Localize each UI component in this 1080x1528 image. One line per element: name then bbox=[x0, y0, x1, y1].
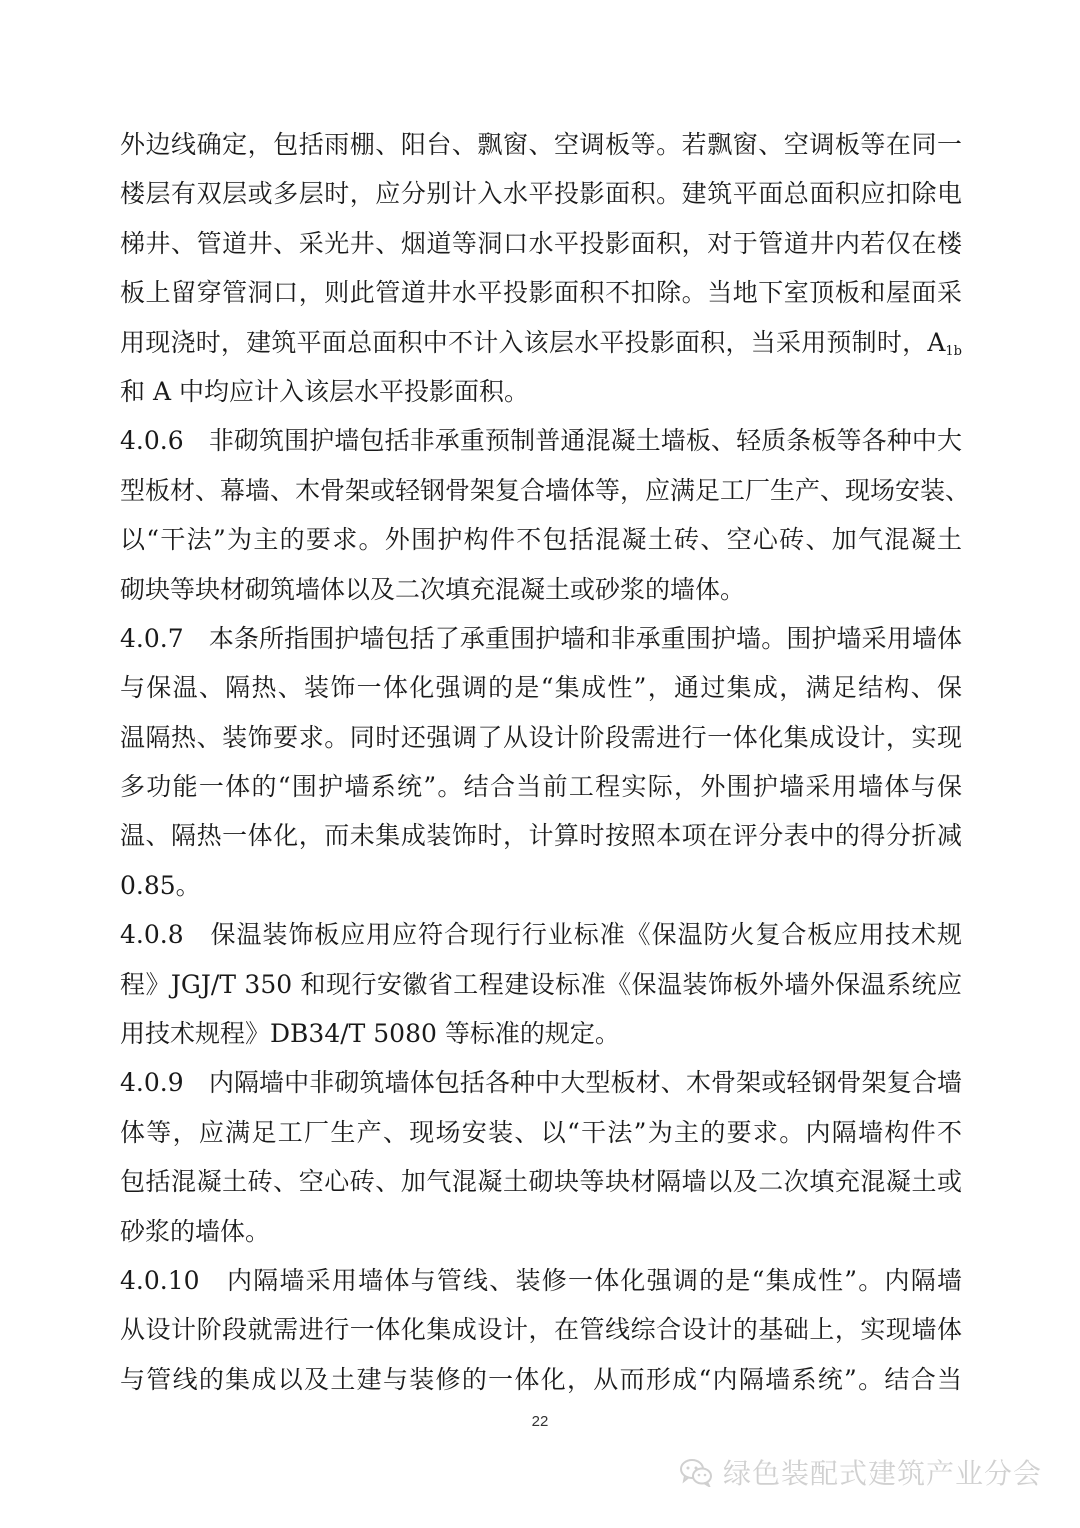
text-line: 以“干法”为主的要求。外围护构件不包括混凝土砖、空心砖、加气混凝土 bbox=[120, 525, 962, 555]
text-line: 0.85。 bbox=[120, 870, 201, 900]
watermark bbox=[679, 1452, 1042, 1492]
wechat-icon bbox=[679, 1457, 713, 1487]
text-line: 外边线确定，包括雨棚、阳台、飘窗、空调板等。若飘窗、空调板等在同一 bbox=[120, 130, 962, 159]
text-line: 砌块等块材砌筑墙体以及二次填充混凝土或砂浆的墙体。 bbox=[120, 574, 746, 604]
text-line: 与保温、隔热、装饰一体化强调的是“集成性”，通过集成，满足结构、保 bbox=[120, 673, 962, 703]
text-line: 温、隔热一体化，而未集成装饰时，计算时按照本项在评分表中的得分折减 bbox=[120, 821, 962, 851]
text-line-main: 用现浇时，建筑平面总面积中不计入该层水平投影面积，当采用预制时，A bbox=[120, 327, 946, 357]
watermark-text: 绿色装配式建筑产业分会 bbox=[722, 1457, 1042, 1490]
text-line: 用技术规程》DB34/T 5080 等标准的规定。 bbox=[120, 1019, 620, 1049]
text-line: 与管线的集成以及土建与装修的一体化，从而形成“内隔墙系统”。结合当 bbox=[120, 1364, 962, 1394]
text-line: 多功能一体的“围护墙系统”。结合当前工程实际，外围护墙采用墙体与保 bbox=[120, 772, 962, 802]
clause-4-0-8-line: 4.0.8 保温装饰板应用应符合现行行业标准《保温防火复合板应用技术规 bbox=[120, 920, 962, 950]
text-line: 型板材、幕墙、木骨架或轻钢骨架复合墙体等，应满足工厂生产、现场安装、 bbox=[120, 475, 971, 505]
clause-4-0-7-line: 4.0.7 本条所指围护墙包括了承重围护墙和非承重围护墙。围护墙采用墙体 bbox=[120, 623, 962, 653]
text-line: 程》JGJ/T 350 和现行安徽省工程建设标准《保温装饰板外墙外保温系统应 bbox=[120, 969, 962, 999]
page-number: 22 bbox=[531, 1413, 549, 1430]
text-line: 体等，应满足工厂生产、现场安装、以“干法”为主的要求。内隔墙构件不 bbox=[120, 1117, 962, 1147]
text-line: 楼层有双层或多层时，应分别计入水平投影面积。建筑平面总面积应扣除电 bbox=[120, 179, 962, 209]
text-line-with-subscript bbox=[120, 318, 962, 367]
clause-4-0-6-line: 4.0.6 非砌筑围护墙包括非承重预制普通混凝土墙板、轻质条板等各种中大 bbox=[120, 426, 962, 456]
text-line: 和 A 中均应计入该层水平投影面积。 bbox=[120, 376, 529, 406]
text-line: 梯井、管道井、采光井、烟道等洞口水平投影面积，对于管道井内若仅在楼 bbox=[120, 228, 962, 258]
text-line: 包括混凝土砖、空心砖、加气混凝土砌块等块材隔墙以及二次填充混凝土或 bbox=[120, 1167, 962, 1197]
text-line: 温隔热、装饰要求。同时还强调了从设计阶段需进行一体化集成设计，实现 bbox=[120, 722, 962, 752]
clause-4-0-10-line: 4.0.10 内隔墙采用墙体与管线、装修一体化强调的是“集成性”。内隔墙 bbox=[120, 1265, 962, 1295]
text-line: 从设计阶段就需进行一体化集成设计，在管线综合设计的基础上，实现墙体 bbox=[120, 1315, 962, 1345]
document-body bbox=[120, 120, 971, 1404]
text-line: 砂浆的墙体。 bbox=[120, 1216, 271, 1246]
clause-4-0-9-line: 4.0.9 内隔墙中非砌筑墙体包括各种中大型板材、木骨架或轻钢骨架复合墙 bbox=[120, 1068, 962, 1098]
text-line: 板上留穿管洞口，则此管道井水平投影面积不扣除。当地下室顶板和屋面采 bbox=[120, 278, 962, 308]
subscript: 1b bbox=[945, 343, 962, 359]
